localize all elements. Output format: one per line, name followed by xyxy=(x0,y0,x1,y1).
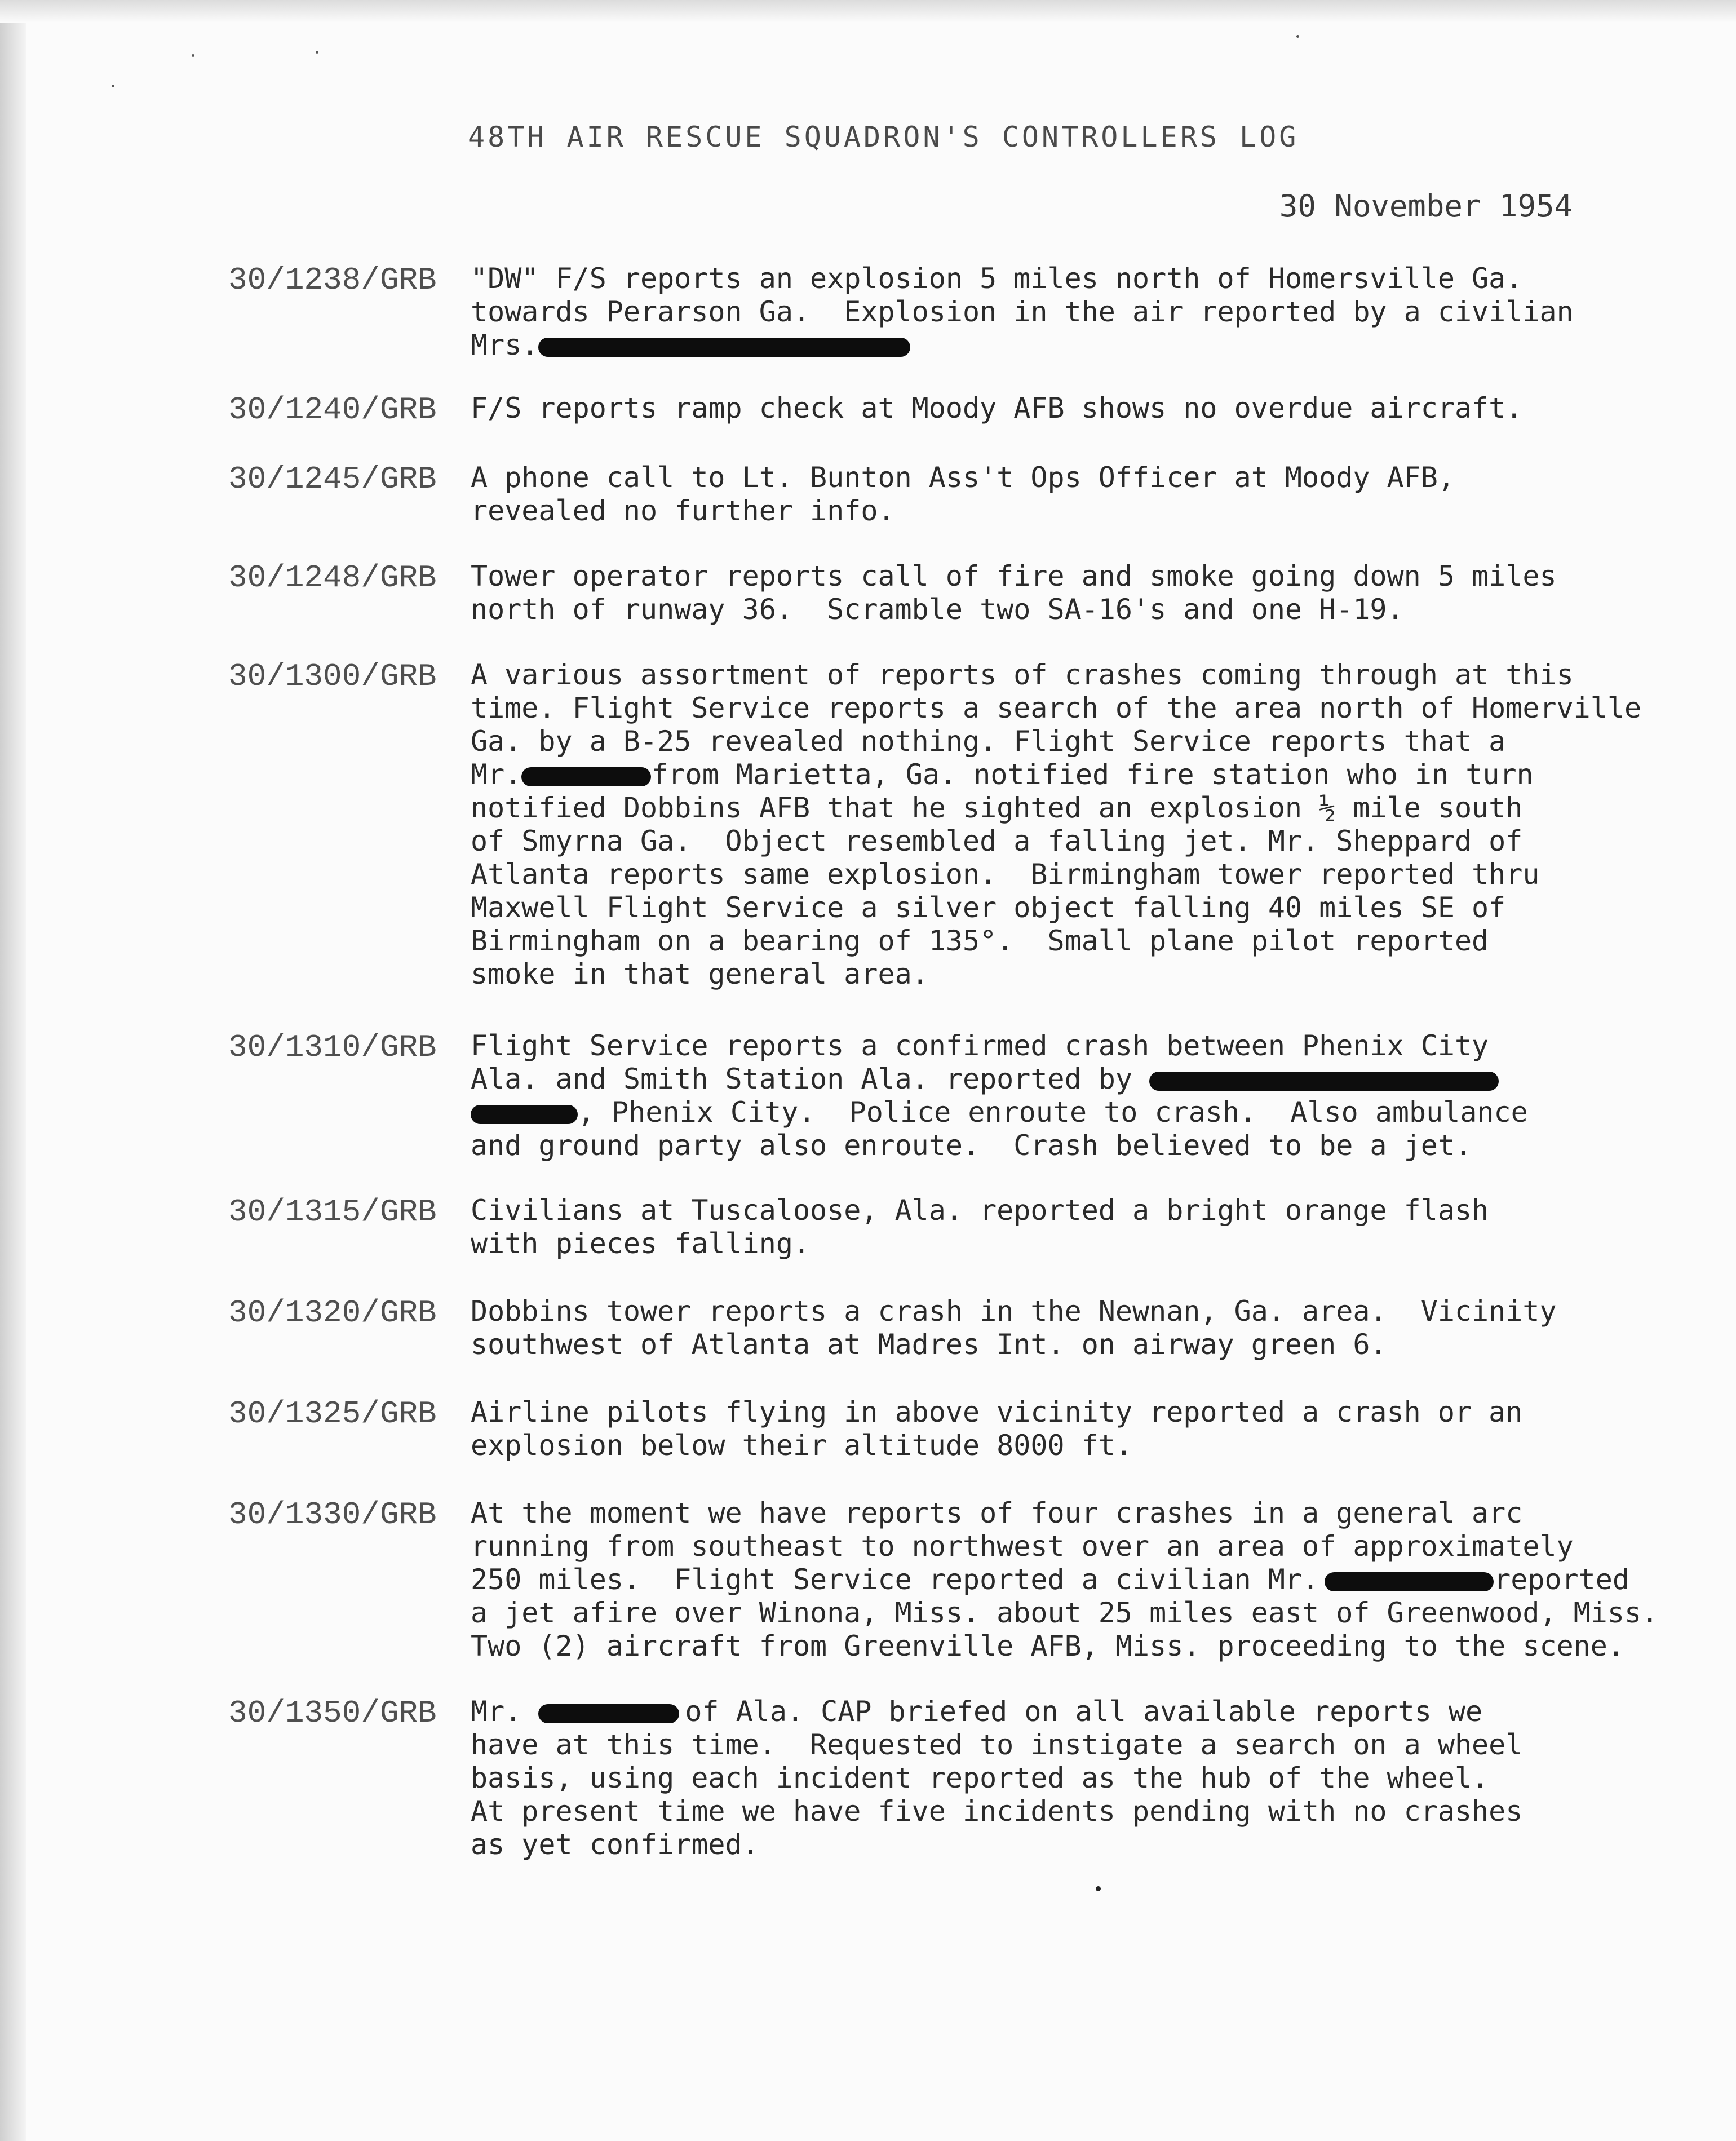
entry-line: north of runway 36. Scramble two SA-16's and one H-19. xyxy=(471,593,1404,626)
entry-line-text: of Ala. CAP briefed on all available reports we xyxy=(685,1695,1483,1728)
entry-timestamp: 30/1310/GRB xyxy=(228,1029,437,1065)
entry-timestamp: 30/1320/GRB xyxy=(228,1295,437,1331)
entry-text xyxy=(471,1029,1671,1162)
redaction-mark xyxy=(521,767,651,786)
entry-line: with pieces falling. xyxy=(471,1227,811,1260)
entry-line: Civilians at Tuscaloose, Ala. reported a bright orange flash xyxy=(471,1194,1489,1227)
entry-text xyxy=(471,560,1671,626)
redaction-mark xyxy=(1149,1072,1499,1091)
scan-edge-shadow xyxy=(0,0,26,2141)
ink-dot xyxy=(1096,1886,1101,1891)
entry-text xyxy=(471,1497,1671,1663)
entry-timestamp: 30/1300/GRB xyxy=(228,658,437,695)
entry-line: Maxwell Flight Service a silver object falling 40 miles SE of xyxy=(471,891,1506,924)
entry-line-text: from Marietta, Ga. notified fire station who in turn xyxy=(651,758,1534,791)
entry-line: Birmingham on a bearing of 135°. Small plane pilot reported xyxy=(471,924,1489,957)
entry-line-text: Mrs. xyxy=(471,329,539,361)
entry-line: Tower operator reports call of fire and smoke going down 5 miles xyxy=(471,560,1557,592)
entry-text xyxy=(471,262,1671,362)
entry-text xyxy=(471,658,1671,991)
entry-line-text: Mr. xyxy=(471,758,522,791)
entry-line: have at this time. Requested to instigate a search on a wheel xyxy=(471,1728,1523,1761)
entry-timestamp: 30/1350/GRB xyxy=(228,1695,437,1731)
entry-timestamp: 30/1315/GRB xyxy=(228,1194,437,1230)
entry-line: running from southeast to northwest over an area of approximately xyxy=(471,1530,1574,1563)
entry-line xyxy=(471,1695,1671,1728)
log-title: 48TH AIR RESCUE SQUADRON'S CONTROLLERS LOG xyxy=(468,121,1299,153)
entry-text xyxy=(471,1695,1671,1861)
entry-line-text: Mr. xyxy=(471,1695,522,1728)
entry-line: "DW" F/S reports an explosion 5 miles north of Homersville Ga. xyxy=(471,262,1523,295)
entry-line: towards Perarson Ga. Explosion in the air reported by a civilian xyxy=(471,295,1574,328)
scan-speck xyxy=(192,54,194,57)
entry-line: A phone call to Lt. Bunton Ass't Ops Officer at Moody AFB, xyxy=(471,461,1455,494)
entry-line xyxy=(471,1063,1671,1096)
entry-line: time. Flight Service reports a search of the area north of Homerville xyxy=(471,692,1642,724)
entry-line: At the moment we have reports of four crashes in a general arc xyxy=(471,1497,1523,1529)
entry-line: and ground party also enroute. Crash believed to be a jet. xyxy=(471,1129,1472,1162)
entry-text xyxy=(471,461,1671,528)
entry-text xyxy=(471,392,1671,425)
entry-line: Dobbins tower reports a crash in the Newnan, Ga. area. Vicinity xyxy=(471,1295,1557,1328)
entry-timestamp: 30/1240/GRB xyxy=(228,392,437,428)
entry-line: A various assortment of reports of crashes coming through at this xyxy=(471,658,1574,691)
entry-line: revealed no further info. xyxy=(471,494,895,527)
scan-top-shadow xyxy=(0,0,1736,23)
entry-line: explosion below their altitude 8000 ft. xyxy=(471,1429,1132,1462)
entry-line-text: Ala. and Smith Station Ala. reported by xyxy=(471,1063,1132,1095)
entry-line: F/S reports ramp check at Moody AFB shows no overdue aircraft. xyxy=(471,392,1523,424)
entry-text xyxy=(471,1396,1671,1462)
entry-line: as yet confirmed. xyxy=(471,1828,759,1861)
log-date: 30 November 1954 xyxy=(1279,188,1573,224)
redaction-mark xyxy=(471,1105,578,1124)
entry-timestamp: 30/1248/GRB xyxy=(228,560,437,596)
entry-line: southwest of Atlanta at Madres Int. on airway green 6. xyxy=(471,1328,1387,1361)
entry-text xyxy=(471,1194,1671,1260)
entry-line: Flight Service reports a confirmed crash between Phenix City xyxy=(471,1029,1489,1062)
entry-line: Ga. by a B-25 revealed nothing. Flight Service reports that a xyxy=(471,725,1506,758)
redaction-mark xyxy=(1325,1572,1494,1591)
entry-line: of Smyrna Ga. Object resembled a falling jet. Mr. Sheppard of xyxy=(471,825,1523,857)
entry-timestamp: 30/1325/GRB xyxy=(228,1396,437,1432)
entry-line: Two (2) aircraft from Greenville AFB, Miss. proceeding to the scene. xyxy=(471,1630,1624,1662)
entry-line-text: 250 miles. Flight Service reported a civilian Mr. xyxy=(471,1563,1319,1596)
entry-line xyxy=(471,1096,1671,1129)
entry-line xyxy=(471,1563,1671,1596)
entry-line: notified Dobbins AFB that he sighted an explosion ½ mile south xyxy=(471,791,1523,824)
entry-line xyxy=(471,758,1671,791)
entry-line: Airline pilots flying in above vicinity reported a crash or an xyxy=(471,1396,1523,1428)
entry-timestamp: 30/1245/GRB xyxy=(228,461,437,497)
redaction-mark xyxy=(538,1704,679,1723)
entry-line: basis, using each incident reported as the hub of the wheel. xyxy=(471,1762,1489,1794)
scan-speck xyxy=(112,85,114,87)
entry-timestamp: 30/1238/GRB xyxy=(228,262,437,298)
entry-line: smoke in that general area. xyxy=(471,958,929,990)
entry-line: Atlanta reports same explosion. Birmingham tower reported thru xyxy=(471,858,1540,891)
scan-speck xyxy=(316,51,318,54)
entry-line-text: reported xyxy=(1494,1563,1629,1596)
entry-line-text: , Phenix City. Police enroute to crash. Also ambulance xyxy=(578,1096,1528,1129)
scan-speck xyxy=(1296,35,1299,38)
redaction-mark xyxy=(538,338,910,357)
entry-text xyxy=(471,1295,1671,1361)
entry-line: At present time we have five incidents pending with no crashes xyxy=(471,1795,1523,1828)
entry-line: a jet afire over Winona, Miss. about 25 miles east of Greenwood, Miss. xyxy=(471,1596,1659,1629)
entry-timestamp: 30/1330/GRB xyxy=(228,1497,437,1533)
entry-line xyxy=(471,329,1671,362)
